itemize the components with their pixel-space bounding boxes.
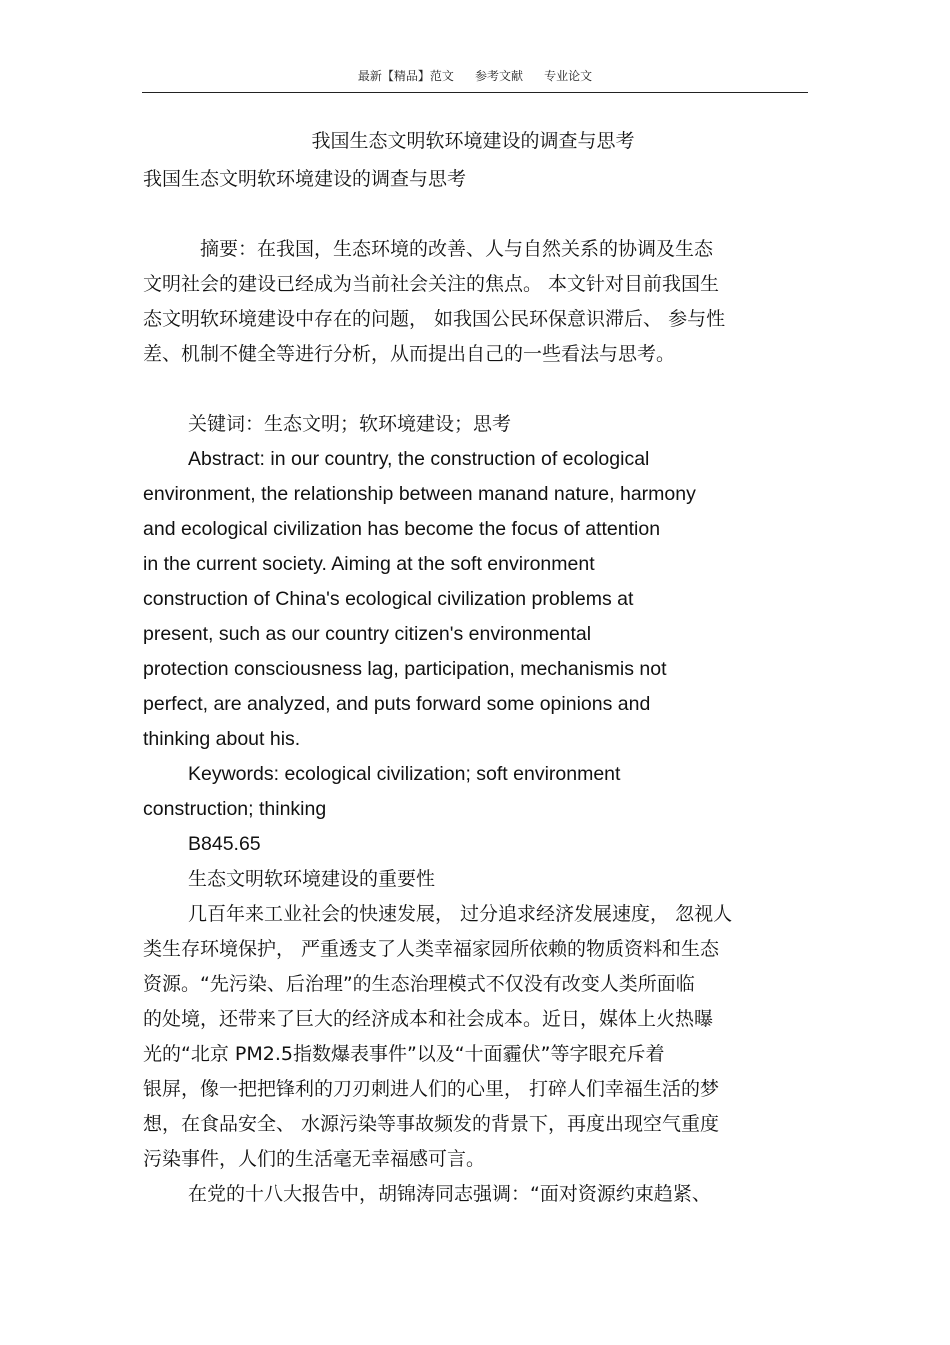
document-title-centered: 我国生态文明软环境建设的调查与思考 [311, 130, 635, 152]
abstract-en-line: perfect, are analyzed, and puts forward some opinions and [143, 693, 651, 715]
paragraph-line: 的处境，还带来了巨大的经济成本和社会成本。近日，媒体上火热曝 [143, 1008, 714, 1030]
page-header [142, 62, 808, 93]
paragraph-line: 想，在食品安全、 水源污染等事故频发的背景下，再度出现空气重度 [143, 1113, 720, 1135]
abstract-en-line: thinking about his. [143, 728, 301, 750]
keywords-english [143, 757, 803, 827]
paragraph-line: 类生存环境保护， 严重透支了人类幸福家园所依赖的物质资料和生态 [143, 938, 720, 960]
abstract-en-line: environment, the relationship between manand nature, harmony [143, 483, 696, 505]
abstract-cn-line: 态文明软环境建设中存在的问题， 如我国公民环保意识滞后、 参与性 [143, 308, 726, 330]
paragraph-line: 资源。“先污染、后治理”的生态治理模式不仅没有改变人类所面临 [143, 973, 695, 995]
header-item-references: 参考文献 [474, 69, 523, 83]
classification-number: B845.65 [188, 833, 261, 855]
abstract-cn-line: 差、机制不健全等进行分析，从而提出自己的一些看法与思考。 [143, 343, 676, 365]
paragraph-line: 银屏，像一把把锋利的刀刃刺进人们的心里， 打碎人们幸福生活的梦 [143, 1078, 720, 1100]
abstract-cn-line: 文明社会的建设已经成为当前社会关注的焦点。 本文针对目前我国生 [143, 273, 720, 295]
abstract-chinese [143, 232, 803, 372]
abstract-en-line: present, such as our country citizen's environmental [143, 623, 592, 645]
abstract-en-line: protection consciousness lag, participation, mechanismis not [143, 658, 667, 680]
header-item-papers: 专业论文 [544, 69, 593, 83]
paragraph-line: 污染事件，人们的生活毫无幸福感可言。 [143, 1148, 486, 1170]
body-paragraph-1 [143, 897, 803, 1177]
abstract-cn-line: 摘要：在我国，生态环境的改善、人与自然关系的协调及生态 [200, 238, 714, 260]
abstract-en-line: and ecological civilization has become the focus of attention [143, 518, 661, 540]
document-title: 我国生态文明软环境建设的调查与思考 [143, 168, 467, 190]
body-paragraph-2: 在党的十八大报告中，胡锦涛同志强调：“面对资源约束趋紧、 [188, 1183, 711, 1205]
abstract-english [143, 442, 803, 757]
abstract-en-line: in the current society. Aiming at the soft environment [143, 553, 595, 575]
document-body [143, 120, 803, 1212]
keywords-en-line: construction; thinking [143, 798, 327, 820]
spacer [143, 197, 803, 232]
abstract-en-line: Abstract: in our country, the construction of ecological [188, 448, 650, 470]
abstract-en-line: construction of China's ecological civilization problems at [143, 588, 634, 610]
keywords-chinese: 关键词：生态文明；软环境建设；思考 [188, 413, 512, 435]
section-heading: 生态文明软环境建设的重要性 [188, 868, 436, 890]
paragraph-line: 几百年来工业社会的快速发展， 过分追求经济发展速度， 忽视人 [188, 903, 733, 925]
header-item-model-essays: 最新【精品】范文 [357, 69, 454, 83]
spacer [143, 372, 803, 407]
paragraph-line: 光的“北京 PM2.5指数爆表事件”以及“十面霾伏”等字眼充斥着 [143, 1043, 665, 1065]
keywords-en-line: Keywords: ecological civilization; soft environment [188, 763, 621, 785]
